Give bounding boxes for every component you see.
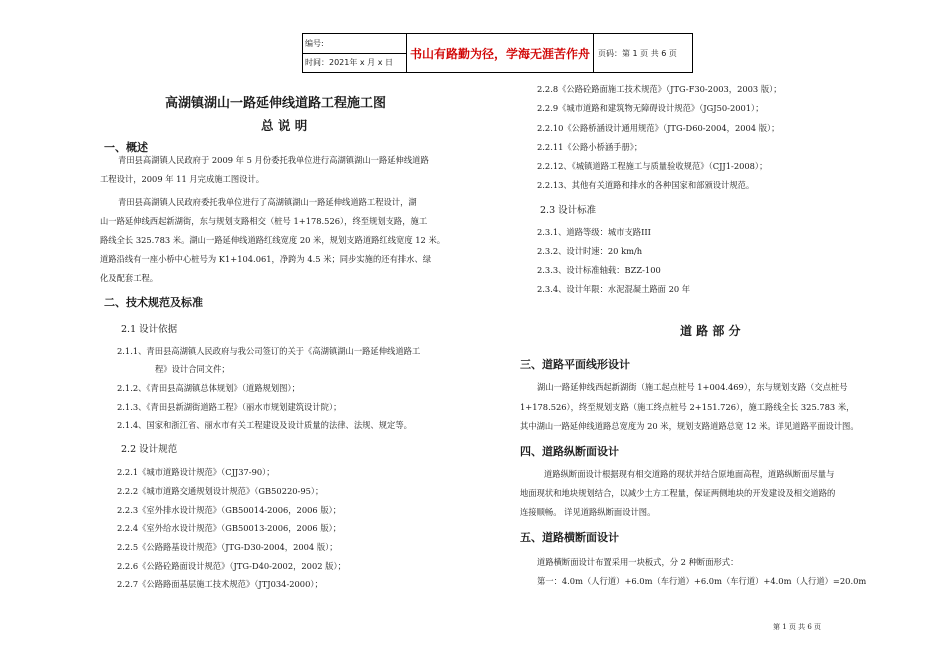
item-2-2-11: 2.2.11《公路小桥涵手册》； xyxy=(537,142,643,152)
main-title: 高湖镇湖山一路延伸线道路工程施工图 xyxy=(165,96,387,111)
item-2-2-8: 2.2.8《公路砼路面施工技术规范》（JTG-F30-2003，2003 版）； xyxy=(537,84,782,94)
item-2-2-5: 2.2.5《公路路基设计规范》（JTG-D30-2004，2004 版）； xyxy=(117,542,338,552)
sub-title: 总 说 明 xyxy=(261,118,308,133)
s5-line2: 第一：4.0m（人行道）+6.0m（车行道）+6.0m（车行道）+4.0m（人行道）=20.0m xyxy=(537,576,867,586)
s1-p1-line2: 工程设计，2009 年 11 月完成施工图设计。 xyxy=(100,174,265,184)
item-2-2-3: 2.2.3《室外排水设计规范》（GB50014-2006，2006 版）； xyxy=(117,505,342,515)
section-2-2-heading: 2.2 设计规范 xyxy=(121,444,178,455)
item-2-2-7: 2.2.7《公路路面基层施工技术规范》（JTJ034-2000）； xyxy=(117,579,323,589)
header-page: 页码：第 1 页 共 6 页 xyxy=(598,48,677,58)
item-2-3-4: 2.3.4、设计年限：水泥混凝土路面 20 年 xyxy=(537,284,691,294)
section-2-heading: 二、技术规范及标准 xyxy=(104,296,203,309)
header-meta xyxy=(303,34,407,72)
section-1-heading: 一、概述 xyxy=(104,141,148,154)
item-2-1-3: 2.1.3、《青田县新湖街道路工程》（丽水市规划建筑设计院）； xyxy=(117,402,342,412)
s1-p2-line1: 青田县高湖镇人民政府委托我单位进行了高湖镇湖山一路延伸线道路工程设计，湖 xyxy=(118,197,417,207)
section-3-heading: 三、道路平面线形设计 xyxy=(520,358,630,371)
section-4-heading: 四、道路纵断面设计 xyxy=(520,445,619,458)
s1-p2-line3: 路线全长 325.783 米。湖山一路延伸线道路红线宽度 20 米，规划支路道路红线宽度 12 米。 xyxy=(100,235,446,245)
s1-p2-line5: 化及配套工程。 xyxy=(100,273,159,283)
item-2-2-10: 2.2.10《公路桥涵设计通用规范》（JTG-D60-2004，2004 版）； xyxy=(537,123,780,133)
item-2-2-4: 2.2.4《室外给水设计规范》（GB50013-2006，2006 版）； xyxy=(117,523,342,533)
item-2-3-3: 2.3.3、设计标准轴载：BZZ-100 xyxy=(537,265,661,275)
item-2-1-1-line1: 2.1.1、青田县高湖镇人民政府与我公司签订的关于《高湖镇湖山一路延伸线道路工 xyxy=(117,346,421,356)
header-motto: 书山有路勤为径，学海无涯苦作舟 xyxy=(407,34,594,72)
item-2-2-2: 2.2.2《城市道路交通规划设计规范》（GB50220-95）； xyxy=(117,486,324,496)
s1-p2-line2: 山一路延伸线西起新湖街，东与规划支路相交（桩号 1+178.526），终至规划支路，施工 xyxy=(100,216,428,226)
s4-line2: 地面现状和地块规划结合，以减少土方工程量，保证两侧地块的开发建设及相交道路的 xyxy=(520,488,836,498)
item-2-2-1: 2.2.1《城市道路设计规范》（CJJ37-90）； xyxy=(117,467,275,477)
item-2-2-6: 2.2.6《公路砼路面设计规范》（JTG-D40-2002，2002 版）； xyxy=(117,561,346,571)
s3-line3: 其中湖山一路延伸线道路总宽度为 20 米，规划支路道路总宽 12 米。详见道路平面设计图。 xyxy=(520,421,859,431)
item-2-1-2: 2.1.2、《青田县高湖镇总体规划》（道路规划图）； xyxy=(117,383,300,393)
item-2-1-4: 2.1.4、国家和浙江省、丽水市有关工程建设及设计质量的法律、法规、规定等。 xyxy=(117,420,412,430)
s4-line3: 连接顺畅。 详见道路纵断面设计图。 xyxy=(520,507,656,517)
page-footer: 第 1 页 共 6 页 xyxy=(773,623,822,631)
header-time: 时间：2021年 x 月 x 日 xyxy=(305,58,393,68)
item-2-3-1: 2.3.1、道路等级：城市支路III xyxy=(537,227,651,237)
item-2-1-1-line2: 程》设计合同文件； xyxy=(155,364,230,374)
header-table xyxy=(302,33,693,73)
road-section-title: 道 路 部 分 xyxy=(680,324,741,338)
item-2-3-2: 2.3.2、设计时速：20 km/h xyxy=(537,246,643,256)
s1-p1-line1: 青田县高湖镇人民政府于 2009 年 5 月份委托我单位进行高湖镇湖山一路延伸线道路 xyxy=(118,155,429,165)
s3-line1: 湖山一路延伸线西起新湖街（施工起点桩号 1+004.469），东与规划支路（交点桩号 xyxy=(537,382,848,392)
item-2-2-9: 2.2.9《城市道路和建筑物无障碍设计规范》（JGJ50-2001）； xyxy=(537,103,764,113)
s1-p2-line4: 道路沿线有一座小桥中心桩号为 K1+104.061，净跨为 4.5 米；同步实施的还有排水、绿 xyxy=(100,254,432,264)
item-2-2-13: 2.2.13、其他有关道路和排水的各种国家和部颁设计规范。 xyxy=(537,180,755,190)
section-2-3-heading: 2.3 设计标准 xyxy=(540,205,597,216)
item-2-2-12: 2.2.12、《城镇道路工程施工与质量验收规范》（CJJ1-2008）； xyxy=(537,161,768,171)
header-number: 编号: xyxy=(303,34,406,54)
section-2-1-heading: 2.1 设计依据 xyxy=(121,324,178,335)
s4-line1: 道路纵断面设计根据现有相交道路的现状并结合原地面高程，道路纵断面尽量与 xyxy=(544,469,835,479)
s3-line2: 1+178.526），终至规划支路（施工终点桩号 2+151.726），施工路线全长 325.783 米， xyxy=(520,402,855,412)
s5-line1: 道路横断面设计布置采用一块板式，分 2 种断面形式： xyxy=(537,557,739,567)
section-5-heading: 五、道路横断面设计 xyxy=(520,531,619,544)
